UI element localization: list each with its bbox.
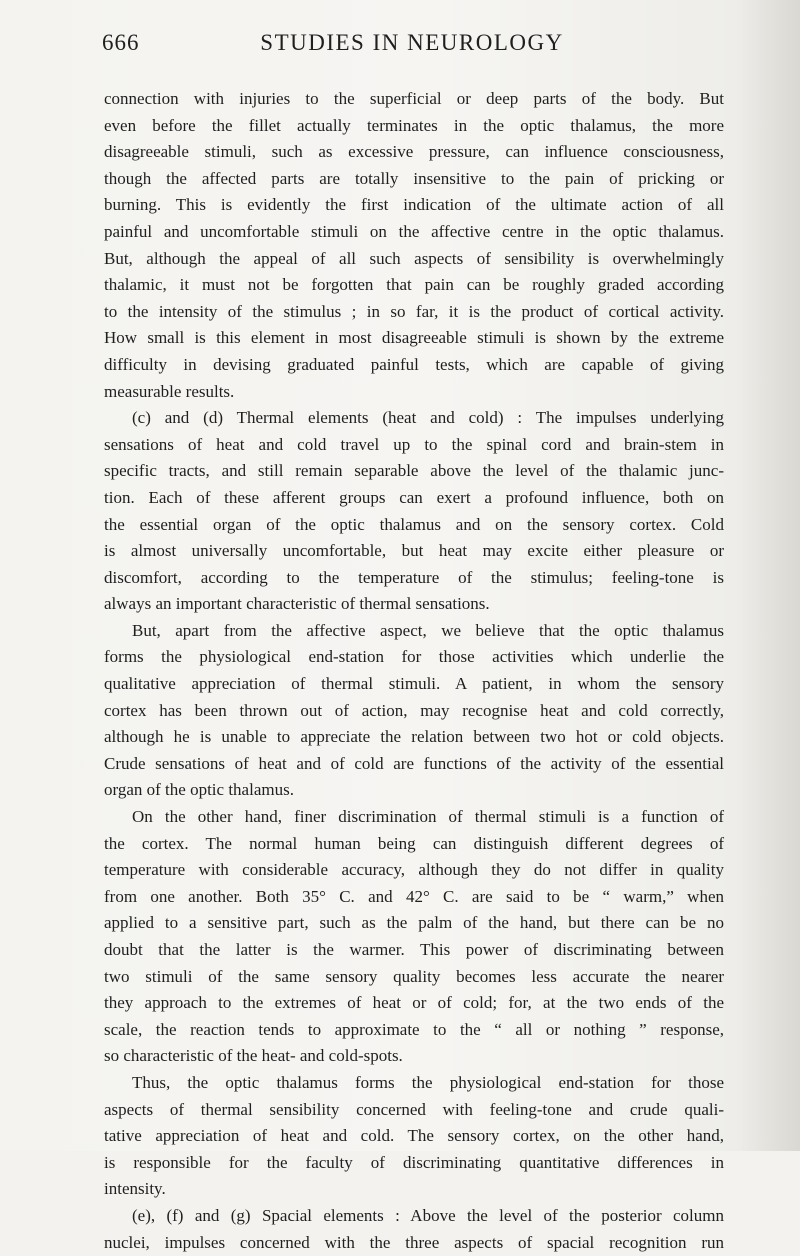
running-title: STUDIES IN NEUROLOGY [260, 30, 564, 55]
text-line: so characteristic of the heat- and cold-spots. [104, 1046, 403, 1066]
text-line: discomfort, according to the temperature of the stimulus; feeling-tone is [104, 567, 724, 587]
body-text [104, 86, 724, 1256]
text-line: Thus, the optic thalamus forms the physiological end-station for those [132, 1072, 724, 1092]
text-line: is responsible for the faculty of discriminating quantitative differences in [104, 1152, 724, 1172]
text-line: they approach to the extremes of heat or of cold; for, at the two ends of the [104, 993, 724, 1013]
text-line: On the other hand, finer discrimination of thermal stimuli is a function of [132, 807, 724, 827]
text-line: applied to a sensitive part, such as the palm of the hand, but there can be no [104, 913, 724, 933]
text-line: scale, the reaction tends to approximate to the “ all or nothing ” response, [104, 1019, 724, 1039]
text-line: the cortex. The normal human being can distinguish different degrees of [104, 833, 724, 853]
text-line: cortex has been thrown out of action, may recognise heat and cold correctly, [104, 700, 724, 720]
text-line: always an important characteristic of thermal sensations. [104, 594, 490, 614]
text-line: doubt that the latter is the warmer. This power of discriminating between [104, 940, 724, 959]
text-line: although he is unable to appreciate the relation between two hot or cold objects. [104, 727, 724, 747]
text-line: specific tracts, and still remain separable above the level of the thalamic junc- [104, 461, 724, 481]
text-line: intensity. [104, 1179, 166, 1199]
text-line: is almost universally uncomfortable, but heat may excite either pleasure or [104, 541, 724, 561]
text-line: tion. Each of these afferent groups can exert a profound influence, both on [104, 487, 724, 507]
text-line: qualitative appreciation of thermal stimuli. A patient, in whom the sensory [104, 674, 724, 694]
text-line: (c) and (d) Thermal elements (heat and cold) : The impulses underlying [132, 408, 724, 428]
text-line: How small is this element in most disagreeable stimuli is shown by the extreme [104, 328, 724, 348]
text-line: forms the physiological end-station for those activities which underlie the [104, 647, 724, 667]
text-line: Crude sensations of heat and of cold are functions of the activity of the essential [104, 753, 724, 773]
text-line: But, although the appeal of all such aspects of sensibility is overwhelmingly [104, 248, 724, 268]
text-line: measurable results. [104, 381, 235, 401]
text-line: nuclei, impulses concerned with the three aspects of spacial recognition run [104, 1232, 724, 1252]
text-line: the essential organ of the optic thalamus and on the sensory cortex. Cold [104, 514, 724, 534]
text-line: But, apart from the affective aspect, we believe that the optic thalamus [132, 620, 724, 640]
text-line: connection with injuries to the superficial or deep parts of the body. But [104, 89, 724, 108]
text-line: though the affected parts are totally insensitive to the pain of pricking or [104, 168, 724, 188]
text-line: tative appreciation of heat and cold. The sensory cortex, on the other hand, [104, 1126, 724, 1146]
text-line: disagreeable stimuli, such as excessive pressure, can influence consciousness, [104, 142, 724, 162]
page-header [102, 30, 722, 70]
text-line: burning. This is evidently the first indication of the ultimate action of all [104, 195, 724, 215]
text-line: temperature with considerable accuracy, although they do not differ in quality [104, 860, 724, 880]
text-line: aspects of thermal sensibility concerned with feeling-tone and crude quali- [104, 1099, 724, 1119]
text-line: two stimuli of the same sensory quality becomes less accurate the nearer [104, 966, 724, 986]
page-number: 666 [102, 30, 140, 55]
text-line: (e), (f) and (g) Spacial elements : Above the level of the posterior column [132, 1205, 724, 1225]
text-line: from one another. Both 35° C. and 42° C. are said to be “ warm,” when [104, 886, 724, 906]
text-line: thalamic, it must not be forgotten that pain can be roughly graded according [104, 275, 724, 295]
text-line: painful and uncomfortable stimuli on the affective centre in the optic thalamus. [104, 221, 724, 241]
text-line: even before the fillet actually terminates in the optic thalamus, the more [104, 115, 724, 135]
text-line: to the intensity of the stimulus ; in so far, it is the product of cortical activity. [104, 301, 724, 321]
text-line: difficulty in devising graduated painful tests, which are capable of giving [104, 354, 724, 374]
text-line: sensations of heat and cold travel up to the spinal cord and brain-stem in [104, 434, 724, 454]
text-line: organ of the optic thalamus. [104, 780, 294, 800]
